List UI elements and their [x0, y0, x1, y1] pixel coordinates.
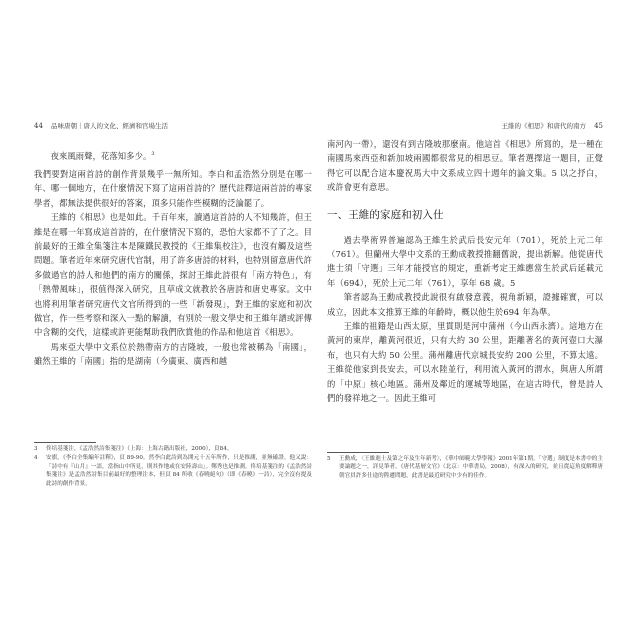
footnote-number: 5 [327, 456, 331, 462]
poem-footnote-ref: 3 [151, 151, 155, 158]
left-running-head: 品味唐朝｜唐人的文化、經濟和官場生活 [51, 122, 168, 130]
left-footnote-rule [34, 442, 96, 443]
section-paragraph-3: 王維的祖籍是山西太原，里貫則是河中蒲州（今山西永濟）。這地方在黃河的東岸，離黃河很近，只有大約 30 公里，距離著名的黃河壺口大瀑布，也只有大約 50 公里。蒲州離唐代京城長安約 200 公里，不算太遠。王維從他家到長安去，可以水陸並行，利用流入黃河的渭水，與唐人所謂的「中原」核心地區。蒲州及鄰近的運城等地區，在這古時代，曾是詩人們的發祥地之一。因此王維可 [327, 321, 603, 404]
right-footnotes [327, 455, 603, 481]
right-paragraph-1: 南河內一帶），還沒有到吉隆坡那麼南。他這首《相思》所寫的，是一種在南國馬來西亞和新加坡兩國都很常見的相思豆。筆者選擇這一題目，正覺得它可以配合這本慶祝馬大中文系成立四十週年的論文集。5 以之抒白，或許會更有意思。 [327, 139, 603, 193]
right-running-head: 王維的《相思》和唐代的南方 [501, 122, 586, 130]
footnote-number: 4 [34, 455, 38, 462]
left-body [34, 149, 312, 369]
section-title: 一、王維的家庭和初入仕 [327, 208, 444, 221]
footnote-number: 3 [34, 446, 38, 452]
left-running-header [34, 122, 312, 131]
right-page-number: 45 [594, 122, 603, 130]
poem-line: 夜來風雨聲，花落知多少。 [50, 151, 152, 161]
footnote-3 [34, 445, 312, 453]
right-page [327, 122, 603, 504]
footnote-text: 安旗，《李白全集編年註釋》，頁 89-90。然李白此詩到為開元十五年所作，只是推測，並無確證。他又說：「詩中有『山月』一語，當指山中所見，則其作地或在安陸壽山」。鄭秀也是推測。佟培基箋注的《孟浩然詩集箋注》是孟浩然詩集目前最好的整理注本，但頁 84 所收《春曉絕句》（即《春曉》一詩），完全沒有提及此詩的創作背景。 [46, 455, 312, 487]
poem-quote [34, 149, 312, 163]
footnote-text: 佟培基箋注，《孟浩然詩集箋注》（上海：上海古籍出版社，2000），頁84。 [46, 446, 233, 452]
section-paragraph-1: 過去學術界普遍認為王維生於武后長安元年（701），死於上元二年（761）。但蘭州大學中文系的王勳成教授推翻舊說，提出新解。他從唐代進士須「守選」三年才能授官的規定，重新考定王維應當生於武后延載元年（694），死於上元二年（761），享年 68 歲。5 [327, 234, 603, 288]
left-footnotes [34, 445, 312, 489]
left-paragraph-3: 馬來亞大學中文系位於熱帶南方的吉隆坡，一般也常被稱為「南國」，雖然王維的「南國」指的是湖南（今廣東、廣西和越 [34, 341, 312, 367]
footnote-4 [34, 454, 312, 488]
section-paragraph-2: 筆者認為王勳成教授此說很有啟發意義，視角新穎，證據確實，可以成立，因此本文推算王維的年齡時，概以他生於694 年為準。 [327, 292, 603, 317]
right-running-header [327, 122, 603, 131]
left-paragraph-1: 我們要對這兩首詩的創作背景幾乎一無所知。李白和孟浩然分別是在哪一年、哪一個地方，在什麼情況下寫了這兩首詩的？歷代註釋這兩首詩的專家學者，都無法提供很好的答案，頂多只能作些模糊的泛論罷了。 [34, 169, 312, 208]
left-page [34, 122, 312, 504]
left-paragraph-2: 王維的《相思》也是如此。千百年來，讀過這首詩的人不知幾許，但王維是在哪一年寫成這首詩的，在什麼情況下寫的，恐怕大家都不了了之。目前最好的王維全集箋注本是陳鐵民教授的《王維集校注》，也沒有觸及這些問題。筆者近年來研究唐代官制，用了許多唐詩的材料，也特別留意唐代許多做過官的詩人和他們的南方的關係，探討王維此詩很有「南方特色」，有「熱帶風味」，很值得深入研究，且草成文就教於各唐詩和唐史專家。文中也將利用筆者研究唐代文官所得到的一些「新發現」，對王維的家庭和初次做官，作一些考察和深入一點的解讀，有別於一般文學史和王維年譜或評傳中含糊的交代，這樣或許更能幫助我們欣賞他的作品和他這首《相思》。 [34, 212, 312, 338]
left-page-number: 44 [34, 122, 43, 130]
footnote-5 [327, 455, 603, 480]
right-body [327, 137, 603, 406]
footnote-text: 王勳成，〈王維進士及第之年及生年新考〉，《華中師範大學學報》2001年第1期。「守選」制度是本書中的主要論題之一，詳見筆者，《唐代基層文官》（北京：中華書局，2008），有深入的研究，並且從這角度解釋唐朝官員許多仕途的陞遷問題，此書是最近研究中少有的佳作。 [339, 456, 603, 479]
right-footnote-rule [327, 452, 389, 453]
